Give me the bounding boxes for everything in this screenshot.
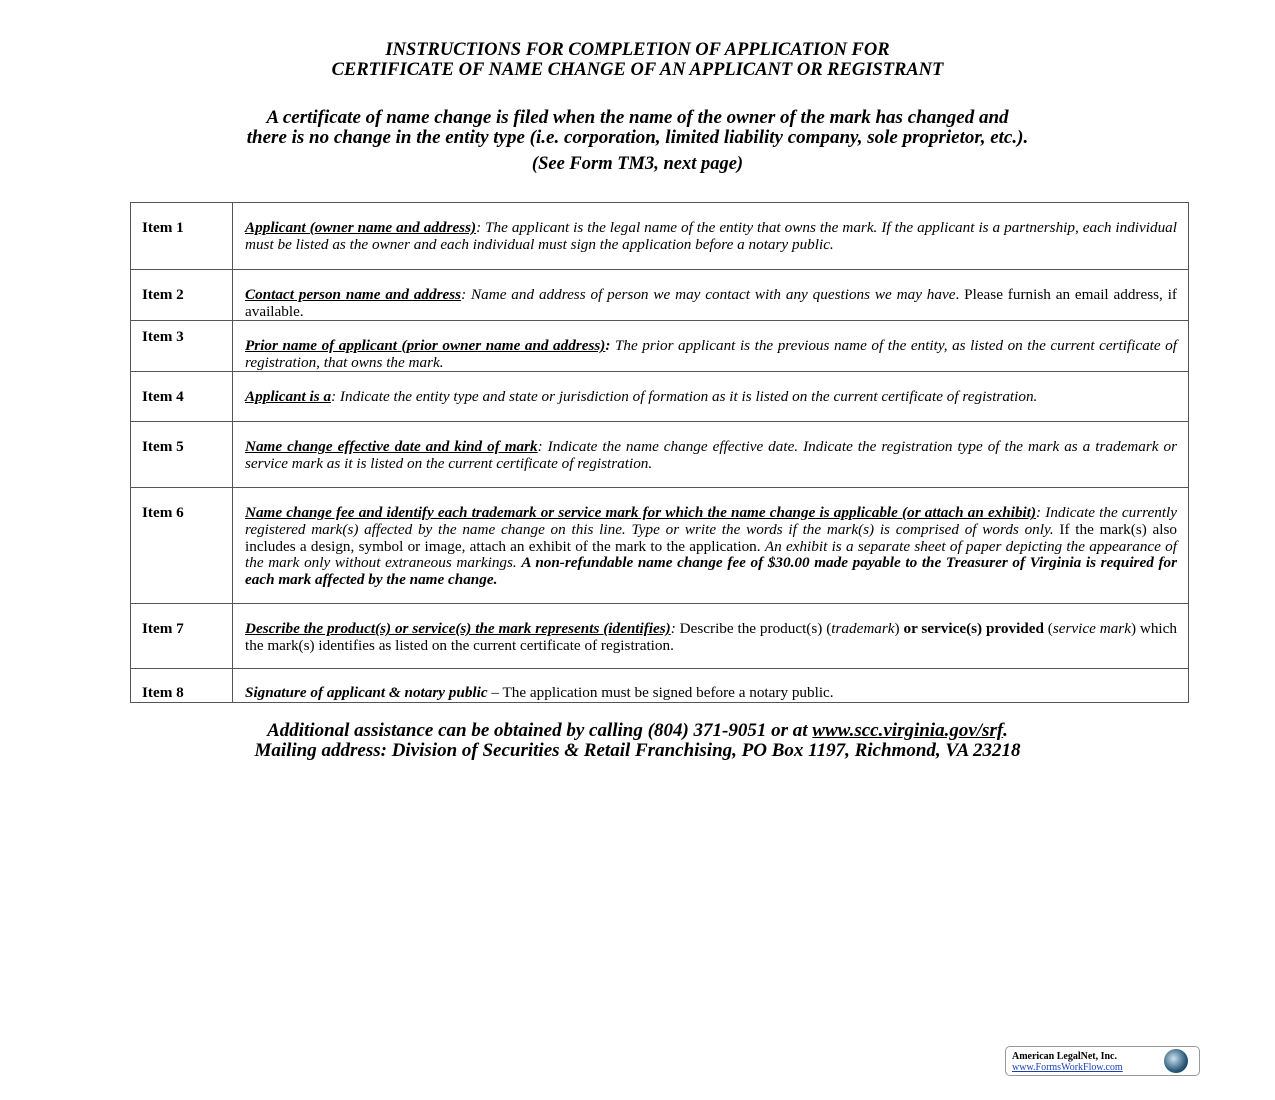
item-text: A non-refundable name change fee of $30.00 made payable to the Treasurer of Virginia is required for each mark affected by the name change.: [245, 554, 1178, 588]
item-text: : Indicate the entity type and state or jurisdiction of formation as it is listed on the current certificate of registration.: [331, 388, 1038, 406]
table-row: [131, 270, 1189, 321]
item-heading: Describe the product(s) or service(s) the mark represents (identifies): [245, 620, 671, 638]
item-text: service mark: [1052, 620, 1131, 638]
item-text: ): [894, 620, 904, 638]
item-text: ) which the mark(s) identifies as listed on the current certificate of registration.: [245, 620, 1177, 654]
item-heading: Applicant (owner name and address): [245, 219, 477, 236]
item-text: . Please furnish an email address, if available.: [245, 286, 1177, 320]
table-row: [131, 604, 1189, 669]
item-text: or service(s) provided: [903, 620, 1044, 638]
table-row: [131, 488, 1189, 604]
item-description: [233, 203, 1189, 270]
badge-url-link[interactable]: www.FormsWorkFlow.com: [1012, 1062, 1123, 1073]
item-heading: Contact person name and address: [245, 286, 462, 303]
item-description: [233, 270, 1189, 321]
assistance-period: .: [1003, 720, 1008, 741]
title-line-2: CERTIFICATE OF NAME CHANGE OF AN APPLICANT OR REGISTRANT: [331, 60, 944, 80]
item-heading: Name change effective date and kind of mark: [245, 438, 538, 456]
item-label: Item 6: [131, 488, 233, 604]
subtitle-line-1: A certificate of name change is filed when the name of the owner of the mark has changed and: [266, 107, 1009, 128]
item-text: If the mark(s) also includes a design, symbol or image, attach an exhibit of the mark to the application.: [245, 520, 1177, 555]
item-label: Item 8: [131, 669, 233, 703]
item-heading: Name change fee and identify each trademark or service mark for which the name change is applicable (or attach an exhibit): [245, 504, 1037, 522]
table-row: [131, 422, 1189, 488]
assistance-label: Additional assistance can be obtained by calling (804) 371-9051 or at: [267, 720, 813, 741]
item-description: [233, 604, 1189, 669]
item-text: An exhibit is a separate sheet of paper depicting the appearance of the mark only without extraneous markings.: [245, 537, 1177, 572]
legalnet-badge[interactable]: [1005, 1046, 1200, 1076]
item-description: [233, 488, 1189, 604]
item-text: – The application must be signed before a notary public.: [487, 684, 834, 702]
item-text: The prior applicant is the previous name of the entity, as listed on the current certificate of registration, that owns the mark.: [245, 337, 1177, 371]
mailing-address: Mailing address: Division of Securities & Retail Franchising, PO Box 1197, Richmond, VA 23218: [254, 740, 1021, 761]
see-form-note: (See Form TM3, next page): [531, 154, 744, 174]
title-line-1: INSTRUCTIONS FOR COMPLETION OF APPLICATION FOR: [385, 40, 890, 60]
globe-logo-icon: [1164, 1049, 1188, 1073]
item-label: Item 1: [131, 203, 233, 270]
badge-company: American LegalNet, Inc.: [1012, 1051, 1117, 1062]
item-text: trademark: [831, 620, 895, 638]
table-row: [131, 669, 1189, 703]
item-text: : Name and address of person we may contact with any questions we may have: [461, 286, 956, 303]
item-label: Item 7: [131, 604, 233, 669]
item-description: [233, 669, 1189, 703]
item-text: :: [605, 337, 611, 355]
item-label: Item 5: [131, 422, 233, 488]
item-text: : Indicate the name change effective date. Indicate the registration type of the mark as a trademark or service mark as it is listed on the current certificate of registration.: [245, 438, 1177, 472]
item-text: Signature of applicant & notary public: [245, 684, 488, 702]
item-text: : The applicant is the legal name of the entity that owns the mark. If the applicant is a partnership, each individual must be listed as the owner and each individual must sign the application before a notary public.: [245, 219, 1177, 253]
item-text: Describe the product(s) (: [675, 620, 832, 638]
instructions-table: [130, 202, 1189, 703]
item-description: [233, 372, 1189, 422]
item-label: Item 3: [131, 321, 233, 372]
item-heading: Applicant is a: [245, 388, 332, 406]
item-description: [233, 422, 1189, 488]
table-row: [131, 203, 1189, 270]
item-text: : Indicate the currently registered mark(s) affected by the name change on this line. Type or write the words if the mark(s) is comprised of words only.: [245, 504, 1178, 538]
scc-website-link[interactable]: www.scc.virginia.gov/srf: [812, 720, 1004, 741]
item-text: :: [670, 620, 676, 638]
item-text: (: [1043, 620, 1053, 638]
table-row: [131, 321, 1189, 372]
item-label: Item 4: [131, 372, 233, 422]
table-row: [131, 372, 1189, 422]
item-description: [233, 321, 1189, 372]
item-label: Item 2: [131, 270, 233, 321]
item-heading: Prior name of applicant (prior owner name and address): [245, 337, 606, 355]
subtitle-line-2: there is no change in the entity type (i.e. corporation, limited liability company, sole proprietor, etc.).: [246, 127, 1029, 148]
assistance-text: [0, 720, 1275, 741]
